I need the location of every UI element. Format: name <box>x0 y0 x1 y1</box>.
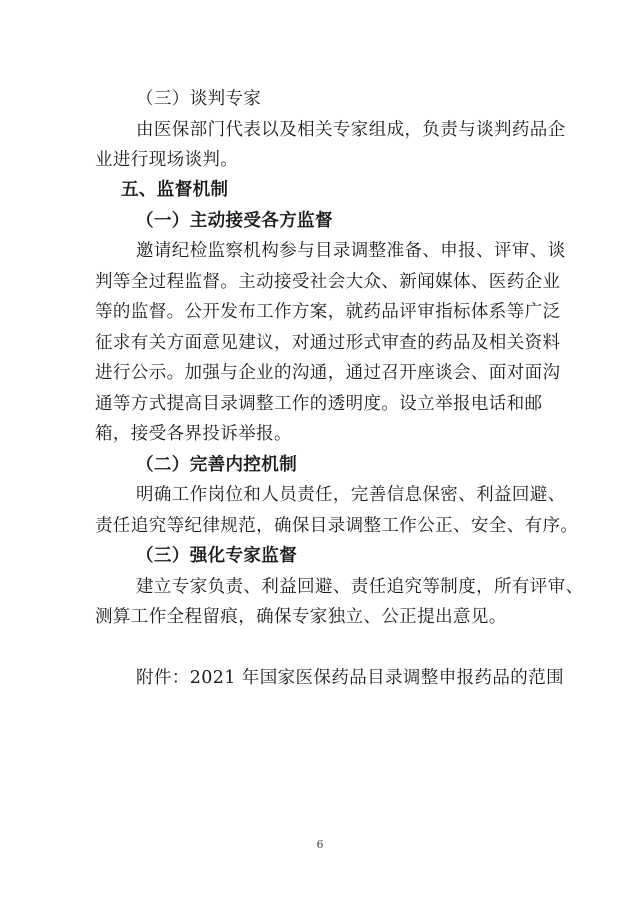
paragraph-line: 进行公示。加强与企业的沟通，通过召开座谈会、面对面沟 <box>95 363 561 383</box>
paragraph-line: 箱，接受各界投诉举报。 <box>95 424 292 444</box>
paragraph-line: 责任追究等纪律规范，确保目录调整工作公正、安全、有序。 <box>95 516 579 536</box>
paragraph-line: 征求有关方面意见建议，对通过形式审查的药品及相关资料 <box>95 333 561 353</box>
paragraph-line: 建立专家负责、利益回避、责任追究等制度，所有评审、 <box>136 577 584 597</box>
paragraph-line: 通等方式提高目录调整工作的透明度。设立举报电话和邮 <box>95 394 543 414</box>
subsection-heading-negotiation-experts: （三）谈判专家 <box>136 89 262 109</box>
paragraph-line: 测算工作全程留痕，确保专家独立、公正提出意见。 <box>95 607 507 627</box>
paragraph-line: 业进行现场谈判。 <box>95 150 239 170</box>
paragraph-line: 明确工作岗位和人员责任，完善信息保密、利益回避、 <box>136 485 566 505</box>
paragraph-line: 判等全过程监督。主动接受社会大众、新闻媒体、医药企业 <box>95 272 561 292</box>
subsection-heading-expert-supervision: （三）强化专家监督 <box>136 546 298 566</box>
paragraph-line: 邀请纪检监察机构参与目录调整准备、申报、评审、谈 <box>136 241 566 261</box>
section-heading-supervision: 五、监督机制 <box>121 180 229 200</box>
attachment-note: 附件：2021 年国家医保药品目录调整申报药品的范围 <box>136 668 564 688</box>
subsection-heading-internal-control: （二）完善内控机制 <box>136 455 298 475</box>
subsection-heading-accept-supervision: （一）主动接受各方监督 <box>136 211 333 231</box>
paragraph-line: 由医保部门代表以及相关专家组成，负责与谈判药品企 <box>136 120 566 140</box>
paragraph-line: 等的监督。公开发布工作方案，就药品评审指标体系等广泛 <box>95 302 561 322</box>
page-number: 6 <box>316 838 324 851</box>
